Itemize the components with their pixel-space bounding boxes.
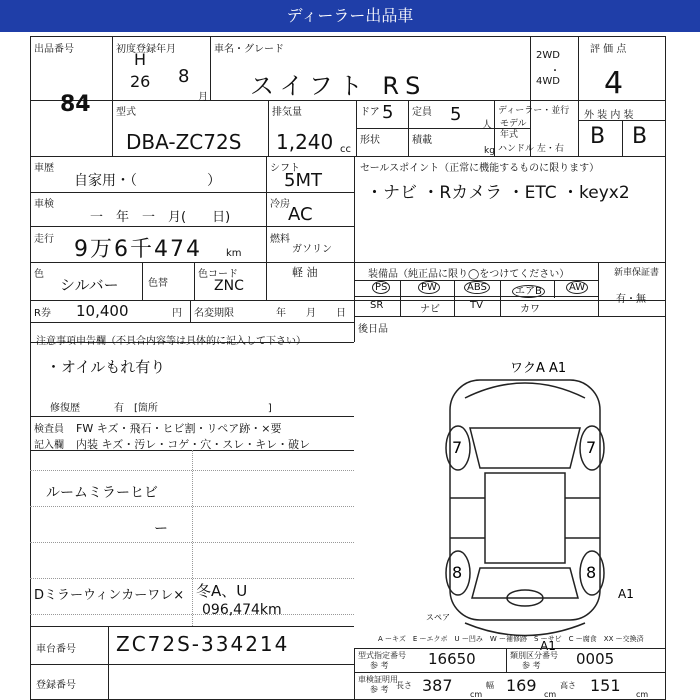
divider	[30, 226, 354, 227]
type-category-label: 類別区分番号	[510, 651, 558, 660]
width-label: 幅	[486, 681, 494, 690]
equip-navi: ナビ	[420, 304, 440, 315]
divider	[190, 300, 191, 322]
capacity-value: 5	[450, 104, 462, 125]
equip-tv: TV	[470, 300, 483, 311]
fuel-label: 燃料	[270, 234, 290, 245]
equip-leather: カワ	[520, 304, 540, 315]
divider	[30, 156, 666, 157]
height-label: 高さ	[560, 681, 576, 690]
capacity-label: 定員	[412, 107, 432, 118]
divider	[112, 36, 113, 156]
warranty-value: 有・無	[616, 294, 646, 305]
dealer-label: ディーラー・並行	[498, 106, 570, 116]
inspector-row-1: FW キズ・飛石・ヒビ割・リペア跡・×要	[76, 422, 282, 435]
equipment-label: 装備品（純正品に限り◯をつけてください）	[368, 269, 570, 280]
equip-aw: AW	[566, 282, 588, 293]
shift-value: 5MT	[284, 170, 322, 191]
exterior-grade: B	[590, 124, 606, 149]
height-value: 151	[590, 676, 621, 695]
divider	[30, 416, 354, 417]
model-value: DBA-ZC72S	[126, 130, 242, 154]
first-registration-label: 初度登録年月	[116, 44, 176, 55]
grid-line	[30, 470, 354, 471]
recycle-value: 10,400	[76, 302, 129, 320]
color-change-label: 色替	[148, 278, 168, 289]
tire-depth-rr: 8	[586, 563, 597, 582]
entry-label: 記入欄	[34, 440, 64, 451]
remark-3: Dミラーウィンカーワレ×	[34, 588, 185, 603]
divider	[400, 280, 401, 316]
divider	[30, 626, 354, 627]
name-change-label: 名変期限	[194, 308, 234, 319]
grid-line	[192, 450, 193, 626]
length-value: 387	[422, 676, 453, 695]
roof	[485, 473, 565, 563]
spare-label: スペア	[426, 613, 450, 622]
divider	[30, 300, 666, 301]
lot-number-value: 84	[60, 92, 91, 117]
person-unit: 人	[482, 120, 492, 131]
remark-1: ルームミラーヒビ	[46, 485, 158, 501]
remark-5: 096,474km	[202, 602, 282, 618]
car-outline	[450, 380, 600, 620]
lot-number-label: 出品番号	[34, 44, 74, 55]
divider	[210, 36, 211, 100]
type-designation-label: 型式指定番号	[358, 651, 406, 660]
color-code-value: ZNC	[214, 278, 244, 294]
divider	[30, 664, 354, 665]
ac-label: 冷房	[270, 199, 290, 210]
handle-label: ハンドル 左・右	[498, 144, 564, 154]
divider	[268, 100, 269, 156]
repair-history-value: 有 [箇所 ]	[114, 403, 272, 414]
divider	[354, 672, 666, 673]
name-change-value: 年 月 日	[276, 308, 346, 319]
grid-line	[30, 578, 354, 579]
banner-title: ディーラー出品車	[286, 6, 414, 25]
windshield	[470, 428, 580, 468]
grid-line	[30, 542, 354, 543]
tire-depth-fl: 7	[452, 438, 463, 457]
inspector-row-2: 内装 キズ・汚レ・コゲ・穴・スレ・キレ・破レ	[76, 438, 311, 451]
month-unit: 月	[198, 92, 208, 103]
equip-abs: ABS	[464, 282, 490, 293]
displacement-value: 1,240	[276, 130, 334, 154]
wd-separator: ・	[550, 66, 560, 77]
tire-depth-fr: 7	[586, 438, 597, 457]
km-unit: km	[226, 248, 242, 259]
inspection-value: 一 年 一 月( 日)	[90, 210, 231, 225]
divider	[598, 262, 599, 316]
reference-label-3: 参 考	[370, 685, 389, 694]
equip-ps: PS	[372, 282, 390, 293]
notes-label: 注意事項申告欄（不具合内容等は具体的に記入して下さい）	[36, 336, 306, 347]
grid-line	[30, 614, 354, 615]
color-value: シルバー	[60, 276, 119, 294]
equip-pw: PW	[418, 282, 440, 293]
history-label: 車歴	[34, 163, 54, 174]
year-num: 26	[130, 72, 151, 91]
shape-label: 形状	[360, 135, 380, 146]
front-bumper	[465, 383, 585, 398]
length-unit: cm	[470, 690, 483, 699]
fuel-diesel: 軽 油	[292, 266, 318, 279]
grade-score-label: 評 価 点	[590, 44, 627, 55]
equip-sr: SR	[370, 300, 384, 311]
type-category-value: 0005	[576, 650, 615, 668]
divider	[142, 262, 143, 300]
selling-points-value: ・ナビ ・Rカメラ ・ETC ・keyx2	[366, 183, 630, 203]
divider	[354, 316, 666, 317]
width-unit: cm	[544, 690, 557, 699]
divider	[354, 296, 598, 297]
chassis-value: ZC72S-334214	[116, 632, 290, 656]
divider	[354, 648, 666, 649]
car-name-value: スイフト RS	[250, 72, 427, 100]
doors-value: 5	[382, 102, 394, 123]
label-4wd: 4WD	[536, 76, 560, 87]
divider	[454, 280, 455, 316]
cert-label: 車検証明用	[358, 675, 398, 684]
reference-label-2: 参 考	[522, 661, 541, 670]
kg-unit: kg	[484, 146, 495, 156]
model-label: 型式	[116, 107, 136, 118]
load-label: 積載	[412, 135, 432, 146]
selling-points-label: セールスポイント（正常に機能するものに限ります）	[360, 163, 600, 174]
color-label: 色	[34, 269, 44, 280]
inspector-label: 検査員	[34, 424, 64, 435]
mileage-label: 走行	[34, 234, 54, 245]
repair-history-label: 修復歴	[50, 403, 80, 414]
reference-label-1: 参 考	[370, 661, 389, 670]
rear-window	[472, 568, 578, 598]
divider	[578, 36, 579, 156]
damage-diagram	[400, 358, 660, 658]
label-2wd: 2WD	[536, 50, 560, 61]
color-code-label: 色コード	[198, 269, 238, 280]
divider	[354, 262, 666, 263]
remark-4: 冬A、U	[196, 582, 248, 600]
model-small-label: モデル	[500, 119, 527, 129]
divider	[506, 648, 507, 672]
divider	[194, 262, 195, 300]
divider	[354, 648, 355, 700]
height-unit: cm	[636, 690, 649, 699]
ac-value: AC	[288, 204, 313, 225]
divider	[108, 626, 109, 700]
grade-score-value: 4	[604, 66, 624, 101]
divider	[354, 156, 355, 342]
auction-sheet	[30, 36, 666, 700]
divider	[266, 156, 267, 300]
new-warranty-label: 新車保証書	[614, 268, 660, 278]
chassis-label: 車台番号	[36, 644, 76, 655]
displacement-label: 排気量	[272, 107, 302, 118]
divider	[530, 36, 531, 156]
page-banner	[0, 0, 700, 32]
diagram-note-front: ワクA A1	[510, 361, 567, 376]
car-name-label: 車名・グレード	[214, 44, 284, 55]
divider	[30, 192, 354, 193]
inspection-label: 車検	[34, 199, 54, 210]
remark-2: ー	[154, 521, 168, 537]
recycle-label: R券	[34, 308, 51, 319]
yen-unit: 円	[172, 308, 182, 319]
divider	[622, 120, 623, 156]
note-line-1: ・オイルもれ有り	[46, 358, 166, 376]
interior-grade: B	[632, 124, 648, 149]
grid-line	[30, 506, 354, 507]
history-value: 自家用・（ ）	[74, 173, 221, 189]
divider	[500, 280, 501, 316]
damage-legend: A ーキズ E ーエクボ U ー凹み W ー補修跡 S ーサビ C ー腐食 XX ー交換済	[378, 635, 644, 643]
width-value: 169	[506, 676, 537, 695]
doors-label: ドア	[360, 107, 380, 118]
equip-airbag: エアB	[512, 282, 545, 297]
exterior-interior-label: 外 装 内 装	[584, 110, 634, 121]
mileage-value: 9万6千474	[74, 237, 202, 262]
divider	[554, 280, 555, 298]
type-designation-value: 16650	[428, 650, 476, 668]
diagram-note-rear: A1	[540, 639, 556, 653]
diagram-note-right: A1	[618, 587, 634, 601]
year-model-label: 年式	[500, 130, 519, 140]
tire-depth-rl: 8	[452, 563, 463, 582]
cc-unit: cc	[340, 144, 351, 155]
divider	[30, 322, 354, 323]
registration-label: 登録番号	[36, 680, 76, 691]
fuel-gas: ガソリン	[292, 244, 332, 255]
shift-label: シフト	[270, 163, 300, 174]
month-value: 8	[178, 66, 190, 87]
year-era: H	[134, 50, 147, 69]
length-label: 長さ	[396, 681, 412, 690]
rear-seat-label: 後日品	[358, 324, 388, 335]
